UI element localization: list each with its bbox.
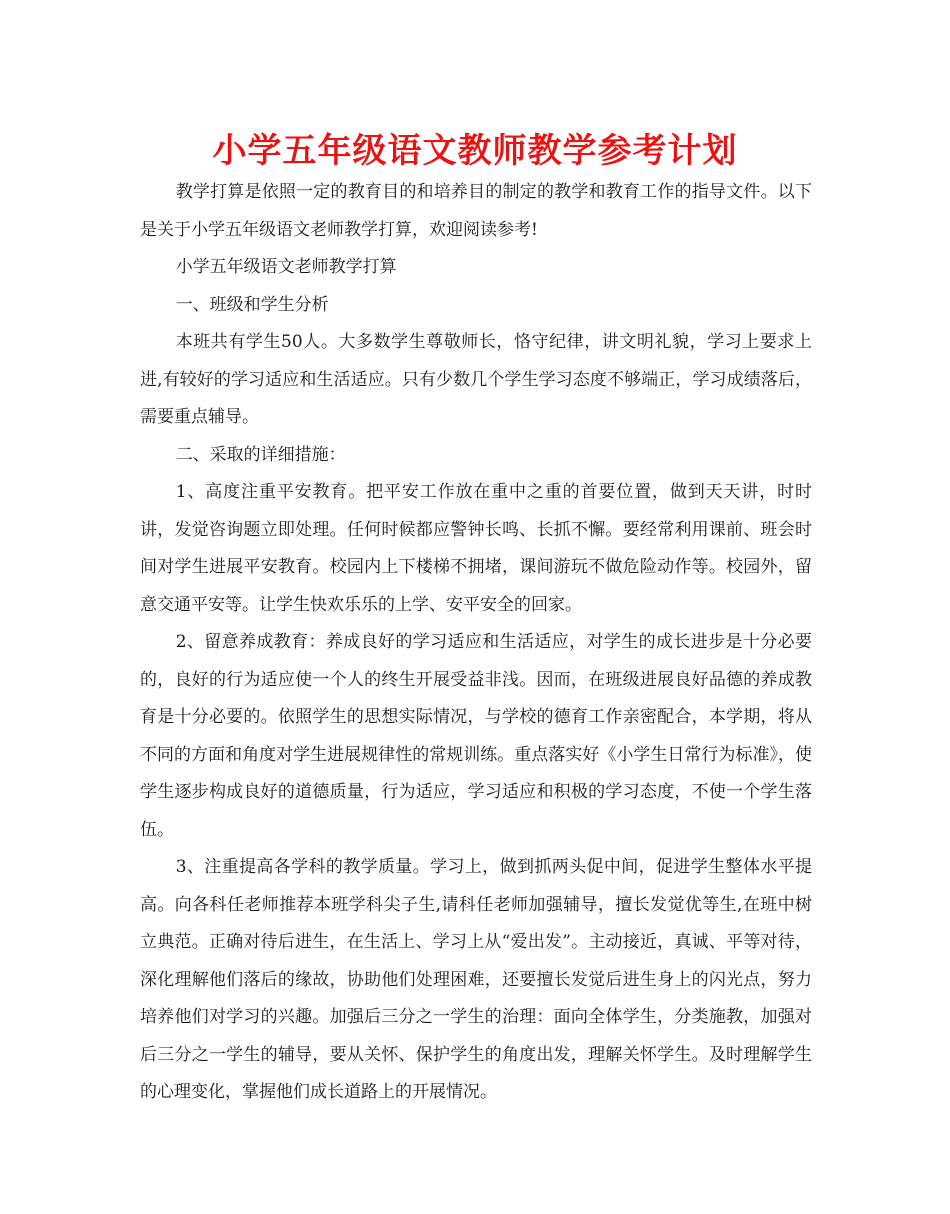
intro-paragraph: 教学打算是依照一定的教育目的和培养目的制定的教学和教育工作的指导文件。以下是关于小学五年级语文老师教学打算，欢迎阅读参考! xyxy=(140,182,812,240)
document-body xyxy=(140,174,812,1112)
section-heading-measures: 二、采取的详细措施： xyxy=(175,444,346,465)
subtitle-paragraph: 小学五年级语文老师教学打算 xyxy=(175,257,397,277)
document-title: 小学五年级语文教师教学参考计划 xyxy=(212,131,738,171)
measure-safety-paragraph: 1、高度注重平安教育。把平安工作放在重中之重的首要位置，做到天天讲，时时讲，发觉咨询题立即处理。任何时候都应警钟长鸣、长抓不懈。要经常利用课前、班会时间对学生进展平安教育。校园内上下楼梯不拥堵，课间游玩不做危险动作等。校园外，留意交通平安等。让学生快欢乐乐的上学、安平安全的回家。 xyxy=(140,482,812,615)
class-analysis-paragraph: 本班共有学生50人。大多数学生尊敬师长，恪守纪律，讲文明礼貌，学习上要求上进,有较好的学习适应和生活适应。只有少数几个学生学习态度不够端正，学习成绩落后，需要重点辅导。 xyxy=(140,332,812,427)
measure-habits-paragraph: 2、留意养成教育：养成良好的学习适应和生活适应，对学生的成长进步是十分必要的，良好的行为适应使一个人的终生开展受益非浅。因而，在班级进展良好品德的养成教育是十分必要的。依照学生的思想实际情况，与学校的德育工作亲密配合，本学期，将从不同的方面和角度对学生进展规律性的常规训练。重点落实好《小学生日常行为标准》，使学生逐步构成良好的道德质量，行为适应，学习适应和积极的学习态度，不使一个学生落伍。 xyxy=(140,632,812,840)
section-heading-class-analysis: 一、班级和学生分析 xyxy=(175,294,329,315)
measure-quality-paragraph: 3、注重提高各学科的教学质量。学习上，做到抓两头促中间，促进学生整体水平提高。向各科任老师推荐本班学科尖子生,请科任老师加强辅导，擅长发觉优等生,在班中树立典范。正确对待后进生，在生活上、学习上从“爱出发”。主动接近，真诚、平等对待，深化理解他们落后的缘故，协助他们处理困难，还要擅长发觉后进生身上的闪光点，努力培养他们对学习的兴趣。加强后三分之一学生的治理：面向全体学生，分类施教，加强对后三分之一学生的辅导，要从关怀、保护学生的角度出发，理解关怀学生。及时理解学生的心理变化，掌握他们成长道路上的开展情况。 xyxy=(140,857,812,1102)
